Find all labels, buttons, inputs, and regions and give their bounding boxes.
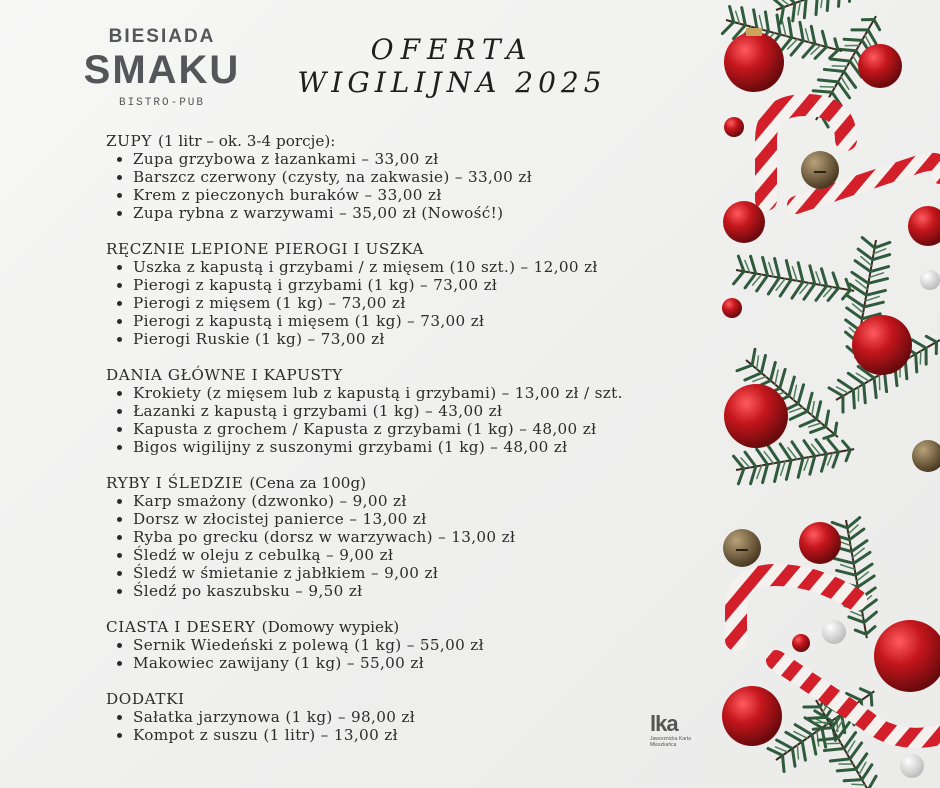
menu-item: Krokiety (z mięsem lub z kapustą i grzybami) – 13,00 zł / szt. <box>117 384 716 402</box>
section-title: DANIA GŁÓWNE I KAPUSTY <box>106 366 343 384</box>
menu-item: Zupa rybna z warzywami – 35,00 zł (Nowość!) <box>117 204 716 222</box>
menu-item: Ryba po grecku (dorsz w warzywach) – 13,00 zł <box>117 528 716 546</box>
item-list <box>106 708 716 744</box>
section-header <box>106 474 716 492</box>
christmas-decoration-icon <box>716 0 940 788</box>
section-title: RĘCZNIE LEPIONE PIEROGI I USZKA <box>106 240 424 258</box>
menu-item: Śledź po kaszubsku – 9,50 zł <box>117 582 716 600</box>
menu-section-soups <box>106 132 716 222</box>
section-title: RYBY I ŚLEDZIE <box>106 474 244 492</box>
section-note: (1 litr – ok. 3-4 porcje): <box>158 132 336 150</box>
section-header <box>106 366 716 384</box>
menu-item: Łazanki z kapustą i grzybami (1 kg) – 43,00 zł <box>117 402 716 420</box>
title-line-2: WIGILIJNA 2025 <box>297 66 607 99</box>
title-line-1: OFERTA <box>370 33 534 66</box>
menu-item: Kompot z suszu (1 litr) – 13,00 zł <box>117 726 716 744</box>
menu-item: Makowiec zawijany (1 kg) – 55,00 zł <box>117 654 716 672</box>
menu-item: Krem z pieczonych buraków – 33,00 zł <box>117 186 716 204</box>
menu-section-main-dishes <box>106 366 716 456</box>
section-header <box>106 240 716 258</box>
menu-item: Zupa grzybowa z łazankami – 33,00 zł <box>117 150 716 168</box>
menu-section-pierogi <box>106 240 716 348</box>
menu-item: Kapusta z grochem / Kapusta z grzybami (1 kg) – 48,00 zł <box>117 420 716 438</box>
city-card-logo <box>650 712 706 752</box>
menu-item: Pierogi z mięsem (1 kg) – 73,00 zł <box>117 294 716 312</box>
item-list <box>106 258 716 348</box>
section-title: ZUPY <box>106 132 152 150</box>
menu-item: Sałatka jarzynowa (1 kg) – 98,00 zł <box>117 708 716 726</box>
menu-item: Pierogi z kapustą i grzybami (1 kg) – 73,00 zł <box>117 276 716 294</box>
page-title <box>262 34 642 100</box>
menu <box>106 132 716 744</box>
logo-top-text: BIESIADA <box>108 26 216 47</box>
section-title: DODATKI <box>106 690 185 708</box>
menu-item: Śledź w śmietanie z jabłkiem – 9,00 zł <box>117 564 716 582</box>
restaurant-logo <box>82 26 242 111</box>
menu-item: Uszka z kapustą i grzybami / z mięsem (10 szt.) – 12,00 zł <box>117 258 716 276</box>
menu-section-extras <box>106 690 716 744</box>
item-list <box>106 636 716 672</box>
logo-sub-text: BISTRO-PUB <box>118 97 205 109</box>
menu-section-desserts <box>106 618 716 672</box>
menu-item: Bigos wigilijny z suszonymi grzybami (1 kg) – 48,00 zł <box>117 438 716 456</box>
item-list <box>106 150 716 222</box>
logo-main-text: SMAKU <box>83 48 241 92</box>
menu-item: Karp smażony (dzwonko) – 9,00 zł <box>117 492 716 510</box>
item-list <box>106 384 716 456</box>
menu-section-fish <box>106 474 716 600</box>
menu-item: Pierogi z kapustą i mięsem (1 kg) – 73,00 zł <box>117 312 716 330</box>
section-note: (Domowy wypiek) <box>261 618 400 636</box>
section-header <box>106 690 716 708</box>
menu-item: Śledź w oleju z cebulką – 9,00 zł <box>117 546 716 564</box>
section-title: CIASTA I DESERY <box>106 618 256 636</box>
menu-item: Pierogi Ruskie (1 kg) – 73,00 zł <box>117 330 716 348</box>
item-list <box>106 492 716 600</box>
city-card-logo-mark: lka <box>650 711 678 736</box>
menu-item: Barszcz czerwony (czysty, na zakwasie) – 33,00 zł <box>117 168 716 186</box>
section-note: (Cena za 100g) <box>249 474 367 492</box>
menu-item: Sernik Wiedeński z polewą (1 kg) – 55,00 zł <box>117 636 716 654</box>
city-card-logo-caption: Jaworznicka Karta Mieszkańca <box>650 736 691 748</box>
section-header <box>106 132 716 150</box>
section-header <box>106 618 716 636</box>
menu-item: Dorsz w złocistej panierce – 13,00 zł <box>117 510 716 528</box>
